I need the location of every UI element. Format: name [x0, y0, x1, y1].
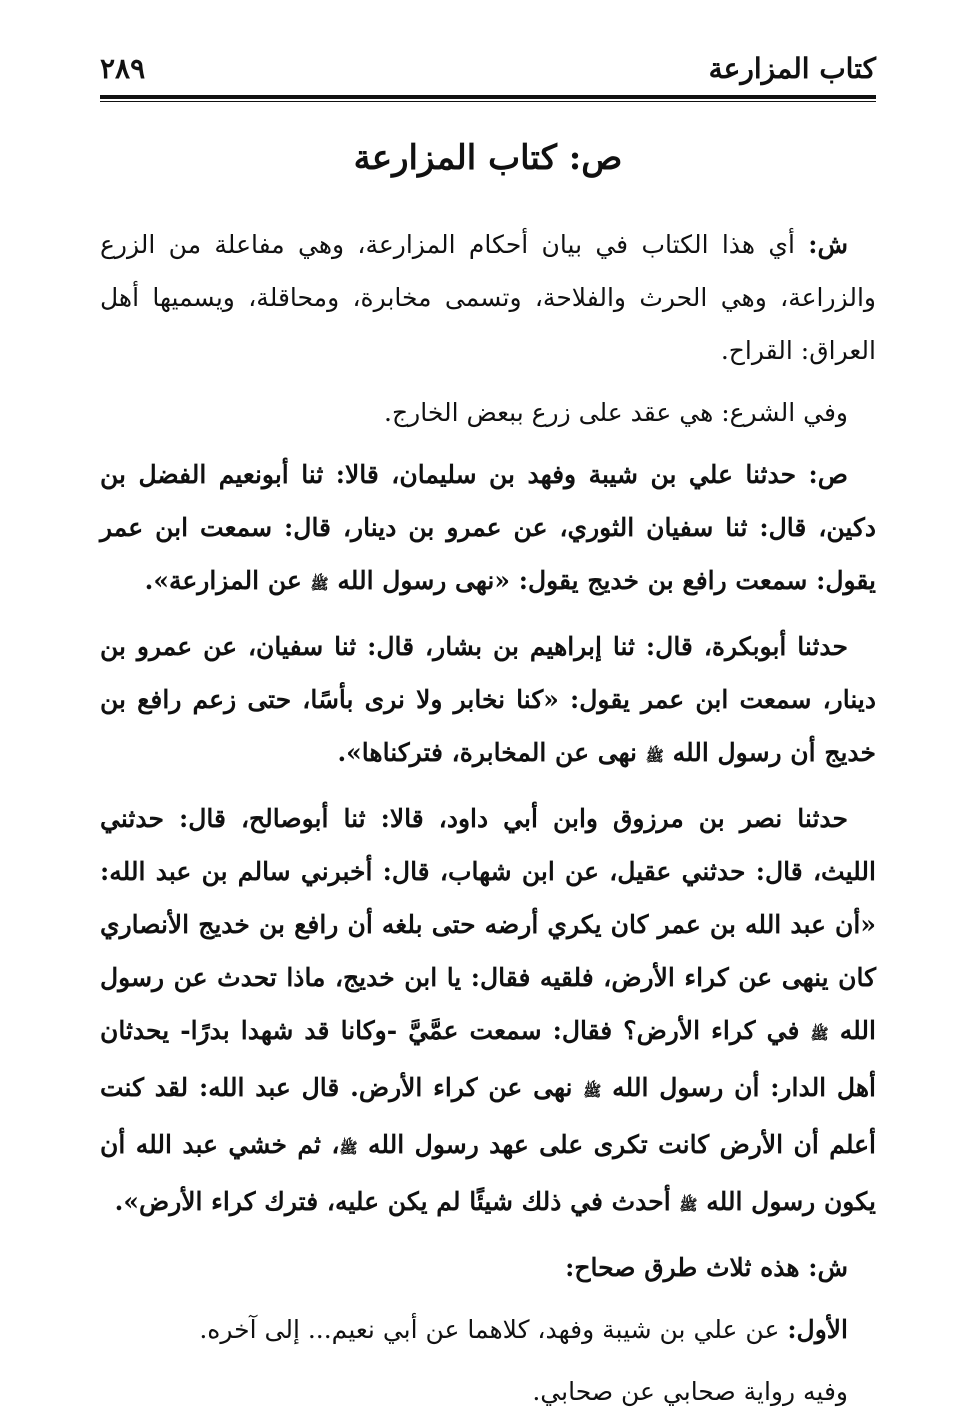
hadith-paragraph-2	[100, 620, 876, 783]
paragraph-text: وفيه رواية صحابي عن صحابي.	[532, 1377, 848, 1406]
hadith-text: ، ثم خشي عبد الله أن يكون رسول الله	[100, 1130, 876, 1216]
paragraph-text: أي هذا الكتاب في بيان أحكام المزارعة، وهي مفاعلة من الزرع والزراعة، وهي الحرث والفلاحة، وتسمى مخابرة، ومحاقلة، ويسميها أهل العراق: القراح.	[100, 230, 876, 365]
running-title: كتاب المزارعة	[708, 52, 876, 85]
hadith-paragraph-1	[100, 448, 876, 611]
paragraph-first-chain	[100, 1303, 876, 1356]
hadith-text: نهى عن المخابرة، فتركناها».	[337, 738, 646, 767]
header-rule-thin	[100, 101, 876, 102]
paragraph-text: وفي الشرع: هي عقد على زرع ببعض الخارج.	[384, 398, 848, 427]
page-number: ٢٨٩	[100, 52, 146, 85]
paragraph-text: هذه ثلاث طرق صحاح:	[565, 1253, 809, 1282]
hadith-text: أحدث في ذلك شيئًا لم يكن عليه، فترك كراء الأرض».	[114, 1187, 680, 1216]
header-rule-thick	[100, 95, 876, 99]
hadith-text: حدثنا علي بن شيبة وفهد بن سليمان، قالا: ثنا أبونعيم الفضل بن دكين، قال: ثنا سفيان الثوري، عن عمرو بن دينار، قال: سمعت ابن عمر يقول: سمعت رافع بن خديج يقول: «نهى رسول الله	[100, 460, 876, 595]
text-marker: ص:	[808, 460, 848, 489]
page-header	[100, 52, 876, 92]
chapter-title: ص: كتاب المزارعة	[353, 138, 623, 178]
hadith-text: نهى عن كراء الأرض. قال عبد الله: لقد كنت أعلم أن الأرض كانت تكرى على عهد رسول الله	[100, 1073, 876, 1159]
paragraph-legal-definition	[100, 386, 876, 439]
salutation-glyph: ﷺ	[583, 1082, 602, 1100]
paragraph-text: عن علي بن شيبة وفهد، كلاهما عن أبي نعيم... إلى آخره.	[199, 1315, 788, 1344]
paragraph-narration-note	[100, 1365, 876, 1418]
commentary-paragraph-chains	[100, 1241, 876, 1294]
salutation-glyph: ﷺ	[810, 1025, 829, 1043]
salutation-glyph: ﷺ	[679, 1196, 698, 1214]
hadith-text: عن المزارعة».	[144, 566, 311, 595]
salutation-glyph: ﷺ	[310, 575, 329, 593]
salutation-glyph: ﷺ	[339, 1139, 358, 1157]
hadith-text: حدثنا أبوبكرة، قال: ثنا إبراهيم بن بشار، قال: ثنا سفيان، عن عمرو بن دينار، سمعت ابن عمر يقول: «كنا نخابر ولا نرى بأسًا، حتى زعم رافع بن خديج أن رسول الله	[100, 632, 876, 767]
commentary-paragraph-definition	[100, 218, 876, 377]
hadith-text: حدثنا نصر بن مرزوق وابن أبي داود، قالا: ثنا أبوصالح، قال: حدثني الليث، قال: حدثني عقيل، عن ابن شهاب، قال: أخبرني سالم بن عبد الله: «أن عبد الله بن عمر كان يكري أرضه حتى بلغه أن رافع بن خديج الأنصاري كان ينهى عن كراء الأرض، فلقيه فقال: يا ابن خديج، ماذا تحدث عن رسول الله	[100, 804, 876, 1045]
main-text	[100, 218, 876, 1427]
hadith-text: في كراء الأرض؟ فقال: سمعت عمَّيَّ -وكانا قد شهدا بدرًا- يحدثان أهل الدار: أن رسول الله	[100, 1016, 876, 1102]
list-marker: الأول:	[787, 1315, 848, 1344]
salutation-glyph: ﷺ	[645, 747, 664, 765]
commentary-marker: ش:	[808, 230, 848, 259]
hadith-paragraph-3	[100, 792, 876, 1232]
commentary-marker: ش:	[808, 1253, 848, 1282]
